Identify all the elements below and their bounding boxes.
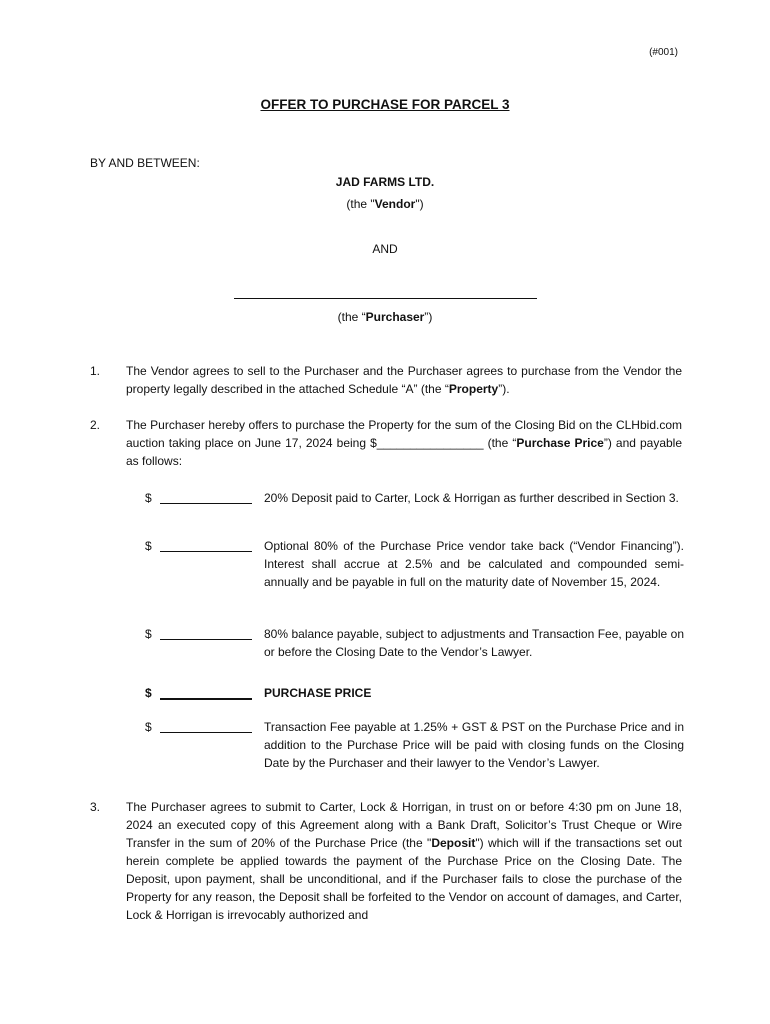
document-number: (#001)	[649, 47, 678, 58]
and-separator: AND	[372, 242, 398, 256]
dollar-sign: $	[145, 627, 152, 641]
clause-text	[126, 416, 682, 470]
clause-number: 3.	[90, 800, 101, 814]
payment-description: Optional 80% of the Purchase Price vendor take back (“Vendor Financing”). Interest shall accrue at 2.5% and be calculated and compounded semi-annually and be payable in full on the maturity date of November 15, 2024.	[264, 539, 684, 589]
clause-term: Property	[448, 382, 499, 396]
dollar-sign: $	[145, 539, 152, 553]
purchaser-role-close: ”)	[424, 310, 433, 324]
amount-blank[interactable]	[160, 732, 252, 733]
clause-number: 2.	[90, 418, 101, 432]
purchaser-name-blank[interactable]	[234, 298, 537, 299]
vendor-role-term: Vendor	[374, 197, 416, 211]
amount-blank[interactable]	[160, 503, 252, 504]
dollar-sign: $	[145, 491, 152, 505]
clause-text-b: ") which will if the transactions set out herein complete be applied towards the payment of the Purchase Price on the Closing Date. The Deposit, upon payment, shall be unconditional, and if the Purchaser fails to close the purchase of the Property for any reason, the Deposit shall be forfeited to the Vendor on account of damages, and Carter, Lock & Horrigan is irrevocably authorized and	[126, 836, 682, 922]
payment-description: 20% Deposit paid to Carter, Lock & Horrigan as further described in Section 3.	[264, 491, 679, 505]
clause-term: Deposit	[431, 836, 476, 850]
purchaser-role-term: Purchaser	[365, 310, 425, 324]
clause-text-b: ”).	[498, 382, 510, 396]
parties-intro: BY AND BETWEEN:	[90, 156, 200, 170]
clause-text-a: The Vendor agrees to sell to the Purchaser and the Purchaser agrees to purchase from the Vendor the property legally described in the attached Schedule “A” (the “	[126, 364, 682, 396]
vendor-role-close: ")	[415, 197, 424, 211]
clause-text	[126, 362, 682, 398]
clause-text	[126, 798, 682, 924]
payment-description: Transaction Fee payable at 1.25% + GST & PST on the Purchase Price and in addition to the Purchase Price will be paid with closing funds on the Closing Date by the Purchaser and their lawyer to the Vendor’s Lawyer.	[264, 720, 684, 770]
clause-text-a: The Purchaser agrees to submit to Carter, Lock & Horrigan, in trust on or before 4:30 pm on June 18, 2024 an executed copy of this Agreement along with a Bank Draft, Solicitor’s Trust Cheque or Wire Transfer in the sum of 20% of the Purchase Price (the "	[126, 800, 682, 850]
clause-number: 1.	[90, 364, 101, 378]
clause-text-b: ”) and payable as follows:	[126, 436, 683, 468]
payment-description: PURCHASE PRICE	[264, 686, 372, 700]
amount-blank[interactable]	[160, 698, 252, 700]
purchaser-role-open: (the “	[337, 310, 366, 324]
dollar-sign: $	[145, 686, 152, 700]
clause-text-a: The Purchaser hereby offers to purchase the Property for the sum of the Closing Bid on the CLHbid.com auction taking place on June 17, 2024 being $________________ (the “	[126, 418, 682, 450]
purchaser-role	[0, 308, 770, 326]
clause-term: Purchase Price	[516, 436, 604, 450]
payment-description: 80% balance payable, subject to adjustments and Transaction Fee, payable on or before the Closing Date to the Vendor’s Lawyer.	[264, 627, 684, 659]
vendor-role	[0, 195, 770, 213]
amount-blank[interactable]	[160, 551, 252, 552]
dollar-sign: $	[145, 720, 152, 734]
vendor-name: JAD FARMS LTD.	[335, 175, 435, 189]
amount-blank[interactable]	[160, 639, 252, 640]
page-title: OFFER TO PURCHASE FOR PARCEL 3	[260, 97, 510, 112]
vendor-role-open: (the "	[346, 197, 375, 211]
